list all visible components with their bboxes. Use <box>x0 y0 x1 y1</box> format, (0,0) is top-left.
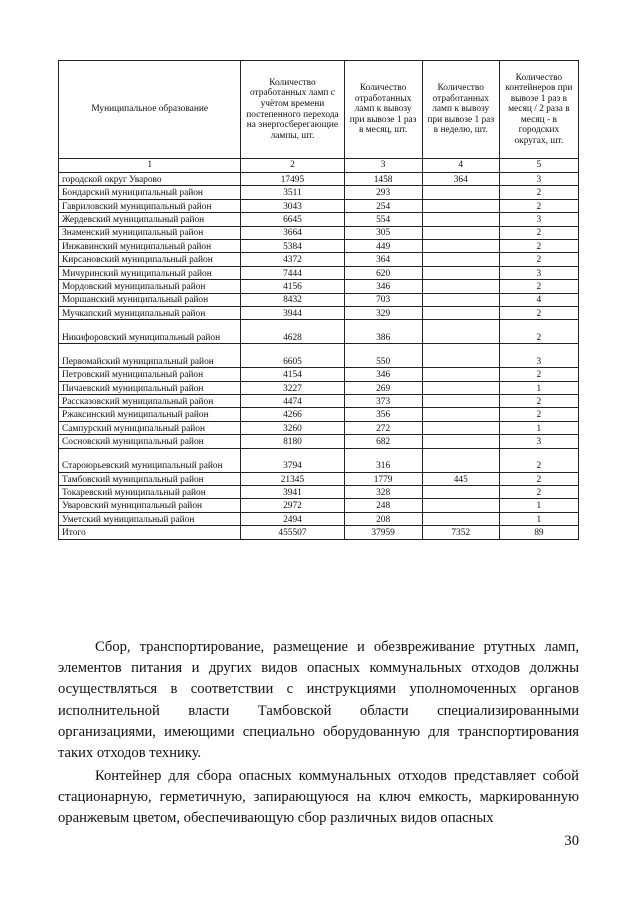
table-row <box>59 435 579 448</box>
value-cell <box>422 306 499 319</box>
table-row <box>59 280 579 293</box>
table-row <box>59 395 579 408</box>
municipality-cell: Знаменский муниципальный район <box>59 226 241 239</box>
value-cell: 1779 <box>344 472 422 485</box>
value-cell: 2 <box>499 280 578 293</box>
value-cell: 2972 <box>241 499 344 512</box>
value-cell: 3 <box>499 435 578 448</box>
table-row <box>59 173 579 186</box>
table-row <box>59 448 579 472</box>
total-row <box>59 526 579 539</box>
value-cell: 2 <box>499 408 578 421</box>
municipality-cell: Пичаевский муниципальный район <box>59 381 241 394</box>
value-cell: 2 <box>499 239 578 252</box>
value-cell: 7352 <box>422 526 499 539</box>
value-cell: 248 <box>344 499 422 512</box>
municipality-cell: Итого <box>59 526 241 539</box>
value-cell <box>422 280 499 293</box>
value-cell <box>422 213 499 226</box>
column-number: 3 <box>344 159 422 173</box>
value-cell: 2 <box>499 186 578 199</box>
table-row <box>59 499 579 512</box>
value-cell <box>422 512 499 525</box>
table-row <box>59 253 579 266</box>
value-cell: 3 <box>499 173 578 186</box>
table-row <box>59 213 579 226</box>
value-cell: 6605 <box>241 344 344 368</box>
value-cell: 2 <box>499 253 578 266</box>
header-cell: Количество контейнеров при вывозе 1 раз в месяц / 2 раза в месяц - в городских округах, шт. <box>499 61 578 159</box>
value-cell <box>422 226 499 239</box>
value-cell: 329 <box>344 306 422 319</box>
value-cell: 17495 <box>241 173 344 186</box>
value-cell: 4266 <box>241 408 344 421</box>
value-cell: 2 <box>499 226 578 239</box>
value-cell: 346 <box>344 280 422 293</box>
table-row <box>59 186 579 199</box>
value-cell: 4474 <box>241 395 344 408</box>
municipality-cell: Бондарский муниципальный район <box>59 186 241 199</box>
municipality-cell: Сосновский муниципальный район <box>59 435 241 448</box>
municipality-cell: Ржаксинский муниципальный район <box>59 408 241 421</box>
municipality-cell: Жердевский муниципальный район <box>59 213 241 226</box>
value-cell: 554 <box>344 213 422 226</box>
value-cell <box>422 253 499 266</box>
column-number: 2 <box>241 159 344 173</box>
value-cell: 293 <box>344 186 422 199</box>
value-cell: 2 <box>499 448 578 472</box>
table-body <box>59 173 579 540</box>
value-cell <box>422 266 499 279</box>
value-cell: 1 <box>499 421 578 434</box>
value-cell: 272 <box>344 421 422 434</box>
value-cell: 2 <box>499 472 578 485</box>
value-cell: 8432 <box>241 293 344 306</box>
value-cell: 5384 <box>241 239 344 252</box>
value-cell: 3 <box>499 266 578 279</box>
value-cell: 1 <box>499 512 578 525</box>
header-cell: Количество отработанных ламп к вывозу при вывозе 1 раз в месяц, шт. <box>344 61 422 159</box>
municipality-cell: Мучкапский муниципальный район <box>59 306 241 319</box>
value-cell: 1 <box>499 381 578 394</box>
value-cell <box>422 199 499 212</box>
value-cell: 364 <box>422 173 499 186</box>
table-row <box>59 512 579 525</box>
value-cell: 2 <box>499 395 578 408</box>
value-cell <box>422 186 499 199</box>
value-cell <box>422 381 499 394</box>
value-cell: 21345 <box>241 472 344 485</box>
value-cell: 3944 <box>241 306 344 319</box>
municipality-cell: Рассказовский муниципальный район <box>59 395 241 408</box>
value-cell: 4628 <box>241 320 344 344</box>
value-cell: 1458 <box>344 173 422 186</box>
value-cell: 3 <box>499 213 578 226</box>
municipality-cell: Мичуринский муниципальный район <box>59 266 241 279</box>
value-cell: 305 <box>344 226 422 239</box>
municipality-cell: Мордовский муниципальный район <box>59 280 241 293</box>
value-cell <box>422 448 499 472</box>
value-cell <box>422 368 499 381</box>
header-cell: Количество отработанных ламп к вывозу при вывозе 1 раз в неделю, шт. <box>422 61 499 159</box>
table-row <box>59 226 579 239</box>
value-cell: 1 <box>499 499 578 512</box>
table-row <box>59 320 579 344</box>
value-cell: 4 <box>499 293 578 306</box>
table-row <box>59 293 579 306</box>
header-cell: Количество отработанных ламп с учётом времени постепенного перехода на энергосберегающие лампы, шт. <box>241 61 344 159</box>
value-cell: 6645 <box>241 213 344 226</box>
value-cell: 3227 <box>241 381 344 394</box>
page-number: 30 <box>564 833 579 849</box>
municipality-cell: Тамбовский муниципальный район <box>59 472 241 485</box>
value-cell: 328 <box>344 486 422 499</box>
municipality-cell: Уметский муниципальный район <box>59 512 241 525</box>
column-number: 5 <box>499 159 578 173</box>
table-row <box>59 239 579 252</box>
value-cell: 455507 <box>241 526 344 539</box>
value-cell <box>422 499 499 512</box>
value-cell <box>422 435 499 448</box>
value-cell: 364 <box>344 253 422 266</box>
municipality-cell: Петровский муниципальный район <box>59 368 241 381</box>
value-cell: 3260 <box>241 421 344 434</box>
table-row <box>59 408 579 421</box>
value-cell <box>422 421 499 434</box>
value-cell: 208 <box>344 512 422 525</box>
paragraph: Сбор, транспортирование, размещение и обезвреживание ртутных ламп, элементов питания и других видов опасных коммунальных отходов должны осуществляться в соответствии с инструкциями уполномоченных органов исполнительной власти Тамбовской области специализированными организациями, имеющими специально оборудованную для транспортирования таких отходов технику. <box>58 639 579 762</box>
table-row <box>59 344 579 368</box>
value-cell: 7444 <box>241 266 344 279</box>
column-number: 1 <box>59 159 241 173</box>
paragraph: Контейнер для сбора опасных коммунальных отходов представляет собой стационарную, герметичную, запирающуюся на ключ емкость, маркированную оранжевым цветом, обеспечивающую сбор различных видов опасных <box>58 768 579 827</box>
table-row <box>59 381 579 394</box>
value-cell: 254 <box>344 199 422 212</box>
value-cell: 2 <box>499 320 578 344</box>
value-cell: 3511 <box>241 186 344 199</box>
value-cell: 550 <box>344 344 422 368</box>
value-cell: 445 <box>422 472 499 485</box>
municipality-cell: Инжавинский муниципальный район <box>59 239 241 252</box>
value-cell: 682 <box>344 435 422 448</box>
value-cell: 2 <box>499 368 578 381</box>
value-cell: 2 <box>499 306 578 319</box>
value-cell: 89 <box>499 526 578 539</box>
municipality-cell: Уваровский муниципальный район <box>59 499 241 512</box>
value-cell: 3043 <box>241 199 344 212</box>
value-cell <box>422 239 499 252</box>
value-cell: 269 <box>344 381 422 394</box>
value-cell: 4372 <box>241 253 344 266</box>
value-cell <box>422 395 499 408</box>
value-cell: 3794 <box>241 448 344 472</box>
value-cell: 2 <box>499 486 578 499</box>
municipality-cell: городской округ Уварово <box>59 173 241 186</box>
column-number-row <box>59 159 579 173</box>
value-cell <box>422 408 499 421</box>
value-cell: 2494 <box>241 512 344 525</box>
municipality-cell: Староюрьевский муниципальный район <box>59 448 241 472</box>
lamps-table <box>58 60 579 540</box>
municipality-cell: Сампурский муниципальный район <box>59 421 241 434</box>
value-cell: 346 <box>344 368 422 381</box>
table-row <box>59 421 579 434</box>
municipality-cell: Первомайский муниципальный район <box>59 344 241 368</box>
value-cell <box>422 344 499 368</box>
value-cell: 3664 <box>241 226 344 239</box>
value-cell: 3941 <box>241 486 344 499</box>
table-row <box>59 266 579 279</box>
table-row <box>59 306 579 319</box>
municipality-cell: Токаревский муниципальный район <box>59 486 241 499</box>
value-cell: 4156 <box>241 280 344 293</box>
value-cell <box>422 293 499 306</box>
value-cell: 356 <box>344 408 422 421</box>
value-cell <box>422 320 499 344</box>
table-row <box>59 472 579 485</box>
value-cell: 316 <box>344 448 422 472</box>
header-cell: Муниципальное образование <box>59 61 241 159</box>
table-row <box>59 368 579 381</box>
value-cell: 703 <box>344 293 422 306</box>
municipality-cell: Гавриловский муниципальный район <box>59 199 241 212</box>
value-cell: 449 <box>344 239 422 252</box>
value-cell: 4154 <box>241 368 344 381</box>
value-cell: 620 <box>344 266 422 279</box>
column-number: 4 <box>422 159 499 173</box>
table-header-row <box>59 61 579 159</box>
table-row <box>59 486 579 499</box>
table-row <box>59 199 579 212</box>
value-cell <box>422 486 499 499</box>
municipality-cell: Моршанский муниципальный район <box>59 293 241 306</box>
value-cell: 3 <box>499 344 578 368</box>
value-cell: 8180 <box>241 435 344 448</box>
municipality-cell: Никифоровский муниципальный район <box>59 320 241 344</box>
value-cell: 373 <box>344 395 422 408</box>
value-cell: 37959 <box>344 526 422 539</box>
municipality-cell: Кирсановский муниципальный район <box>59 253 241 266</box>
value-cell: 386 <box>344 320 422 344</box>
value-cell: 2 <box>499 199 578 212</box>
